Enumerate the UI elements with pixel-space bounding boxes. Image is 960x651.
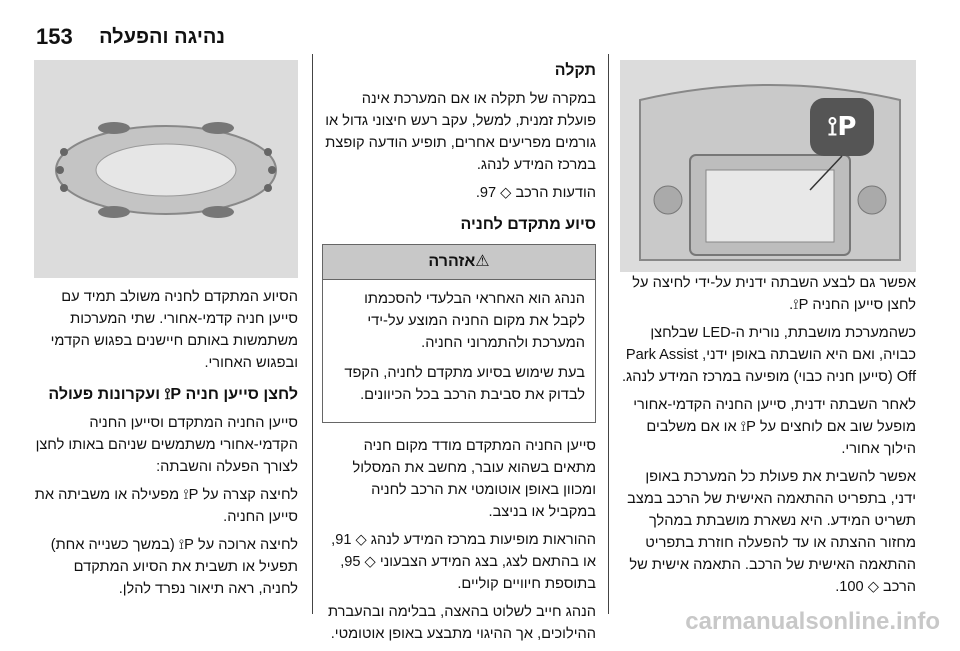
- left-paragraph-2: סייען החניה המתקדם וסייען החניה הקדמי-אחורי משתמשים שניהם באותו לחצן לצורך הפעלה והשבתה:: [35, 415, 298, 475]
- dashboard-figure: [620, 60, 916, 272]
- right-paragraph-4: אפשר להשבית את פעולת כל המערכת באופן ידני, בתפריט ההתאמה האישית של הרכב במצב תשריט המידע. היא נשארת מושבתת במהלך מחזור ההצתה או עד להפעלה חוזרת בתפריט ההתאמה האישית של הרכב. התאמה אישית של הרכב ◇ 100.: [627, 469, 916, 595]
- warning-box: [322, 244, 596, 423]
- left-paragraph-4: לחיצה ארוכה על P⟟ (במשך כשנייה אחת) תפעיל או תשבית את הסיוע המתקדם לחניה, ראה תיאור נפרד להלן.: [50, 537, 298, 597]
- page-header: [0, 0, 960, 50]
- fault-title: תקלה: [554, 62, 596, 79]
- park-assist-button-icon: [620, 60, 916, 272]
- section-title: סיוע מתקדם לחניה: [460, 216, 596, 233]
- mid-paragraph-2: ההוראות מופיעות במרכז המידע לנהג ◇ 91, או בהתאם לצג, בצג המידע הצבעוני ◇ 95, בתוספת חיוויים קוליים.: [331, 532, 596, 592]
- left-subheading: לחצן סייען חניה P⟟ ועקרונות פעולה: [48, 386, 298, 403]
- right-paragraph-1: אפשר גם לבצע השבתה ידנית על-ידי לחיצה על לחצן סייען החניה P⟟.: [632, 275, 916, 313]
- right-column: [620, 60, 916, 604]
- fault-paragraph-1: במקרה של תקלה או אם המערכת אינה פועלת זמנית, למשל, עקב רעש חיצוני גדול או גורמים מפריעים אחרים, תופיע הודעה קופצת במרכז המידע לנהג.: [325, 91, 596, 173]
- watermark: carmanualsonline.info: [685, 608, 940, 635]
- warning-paragraph-1: הנהג הוא האחראי הבלעדי להסכמתו לקבל את מקום החניה המוצע על-ידי המערכת ולהתמרוני החניה.: [364, 291, 585, 351]
- left-paragraph-1: הסיוע המתקדם לחניה משולב תמיד עם סייען חניה קדמי-אחורי. שתי המערכות משתמשות באותם חיישנים בפגוש הקדמי ובפגוש האחורי.: [50, 289, 298, 371]
- column-divider-left: [312, 54, 313, 614]
- page-number: 153: [36, 24, 73, 49]
- car-sensor-diagram-icon: [34, 60, 298, 278]
- left-column: [34, 60, 298, 606]
- svg-text:P⟟: P⟟: [827, 112, 857, 142]
- column-divider-right: [608, 54, 609, 614]
- right-paragraph-2: כשהמערכת מושבתת, נורית ה-LED שבלחצן כבויה, ואם היא הושבתה באופן ידני, Park Assist Off (סייען חניה כבוי) מופיעה במרכז המידע לנהג.: [621, 325, 916, 385]
- warning-paragraph-2: בעת שימוש בסיוע מתקדם לחניה, הקפד לבדוק את סביבת הרכב בכל הכיוונים.: [344, 365, 585, 403]
- left-paragraph-3: לחיצה קצרה על P⟟ מפעילה או משביתה את סייען החניה.: [34, 487, 298, 525]
- warning-title: ⚠אזהרה: [323, 245, 595, 280]
- mid-paragraph-3: הנהג חייב לשלוט בהאצה, בבלימה ובהעברת ההילוכים, אך ההיגוי מתבצע באופן אוטומטי.: [327, 604, 596, 642]
- fault-paragraph-2: הודעות הרכב ◇ 97.: [475, 185, 596, 201]
- chapter-title: נהיגה והפעלה: [99, 26, 225, 48]
- car-figure: [34, 60, 298, 278]
- right-paragraph-3: לאחר השבתה ידנית, סייען החניה הקדמי-אחורי מופעל שוב אם לוחצים על P⟟ או אם משלבים הילוך אחורי.: [633, 397, 916, 457]
- mid-paragraph-1: סייען החניה המתקדם מודד מקום חניה מתאים בשהוא עובר, מחשב את המסלול ומכוון באופן אוטומטי את הרכב לחניה במקביל או בניצב.: [352, 438, 596, 520]
- middle-column: [322, 60, 596, 651]
